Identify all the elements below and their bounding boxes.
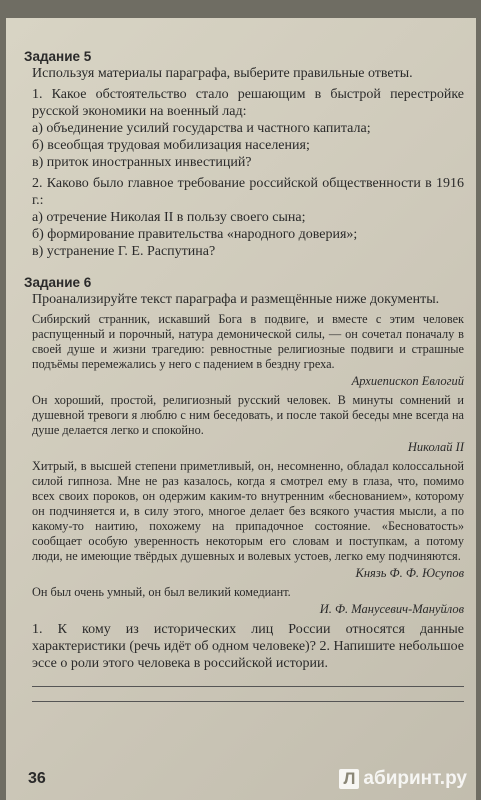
watermark-text: абиринт.ру: [363, 768, 467, 789]
labirint-logo-icon: Л: [339, 769, 359, 789]
page-number: 36: [28, 770, 46, 787]
document-author-2: Николай II: [407, 440, 464, 454]
task5-q1-option-c: в) приток иностранных инвестиций?: [32, 155, 252, 170]
task5-question-2: 2. Каково было главное требование российской общественности в 1916 г.:: [32, 176, 464, 208]
document-quote-3: Хитрый, в высшей степени приметливый, он, несомненно, обладал колоссальной силой гипноза. Мне не раз казалось, когда я смотрел ему в глаза, что, помимо всех своих пороков, он одержим каким-то внутренним «беснованием», которому он подчиняется и, в силу этого, многое делает без всякого участия мысли, а по какому-то наитию, похожему на припадочное состояние. «Бесноватость» сообщает особую уверенность некоторым его словам и поступкам, а потому люди, не имеющие твёрдых душевных и волевых устоев, легко ему подчиняются.: [32, 459, 464, 563]
labirint-watermark: [339, 768, 467, 790]
task5-title: Задание 5: [24, 49, 92, 64]
document-quote-1: Сибирский странник, искавший Бога в подвиге, и вместе с этим человек распущенный и порочный, натура демонической силы, — он сочетал поначалу в своей душе и жизни трагедию: ревностные религиозные подвиги и страшные подъёмы перемежались у него с падением в бездну греха.: [32, 312, 464, 371]
answer-line-2: [32, 701, 464, 702]
document-author-1: Архиепископ Евлогий: [351, 374, 464, 388]
task5-question-1: 1. Какое обстоятельство стало решающим в быстрой перестройке русской экономики на военный лад:: [32, 87, 464, 119]
task6-question: 1. К кому из исторических лиц России относятся данные характеристики (речь идёт об одном человеке)? 2. Напишите небольшое эссе о роли этого человека в российской истории.: [32, 622, 464, 671]
document-author-3: Князь Ф. Ф. Юсупов: [355, 566, 464, 580]
task5-q1-option-a: а) объединение усилий государства и частного капитала;: [32, 121, 371, 136]
book-page: [6, 18, 476, 800]
task5-q2-option-b: б) формирование правительства «народного доверия»;: [32, 227, 358, 242]
document-quote-2: Он хороший, простой, религиозный русский человек. В минуты сомнений и душевной тревоги я люблю с ним беседовать, и после такой беседы мне всегда на душе делается легко и спокойно.: [32, 393, 464, 437]
document-quote-4: Он был очень умный, он был великий комедиант.: [32, 585, 291, 599]
task5-q2-option-c: в) устранение Г. Е. Распутина?: [32, 244, 216, 259]
spacer: [24, 260, 464, 274]
task5-q1-option-b: б) всеобщая трудовая мобилизация населения;: [32, 138, 310, 153]
document-author-4: И. Ф. Манусевич-Мануйлов: [319, 602, 464, 616]
task6-title: Задание 6: [24, 275, 92, 290]
task6-intro: Проанализируйте текст параграфа и размещённые ниже документы.: [32, 292, 440, 307]
task5-intro: Используя материалы параграфа, выберите правильные ответы.: [32, 66, 413, 81]
answer-line-1: [32, 686, 464, 687]
task5-q2-option-a: а) отречение Николая II в пользу своего сына;: [32, 210, 306, 225]
page-content: [24, 48, 464, 702]
